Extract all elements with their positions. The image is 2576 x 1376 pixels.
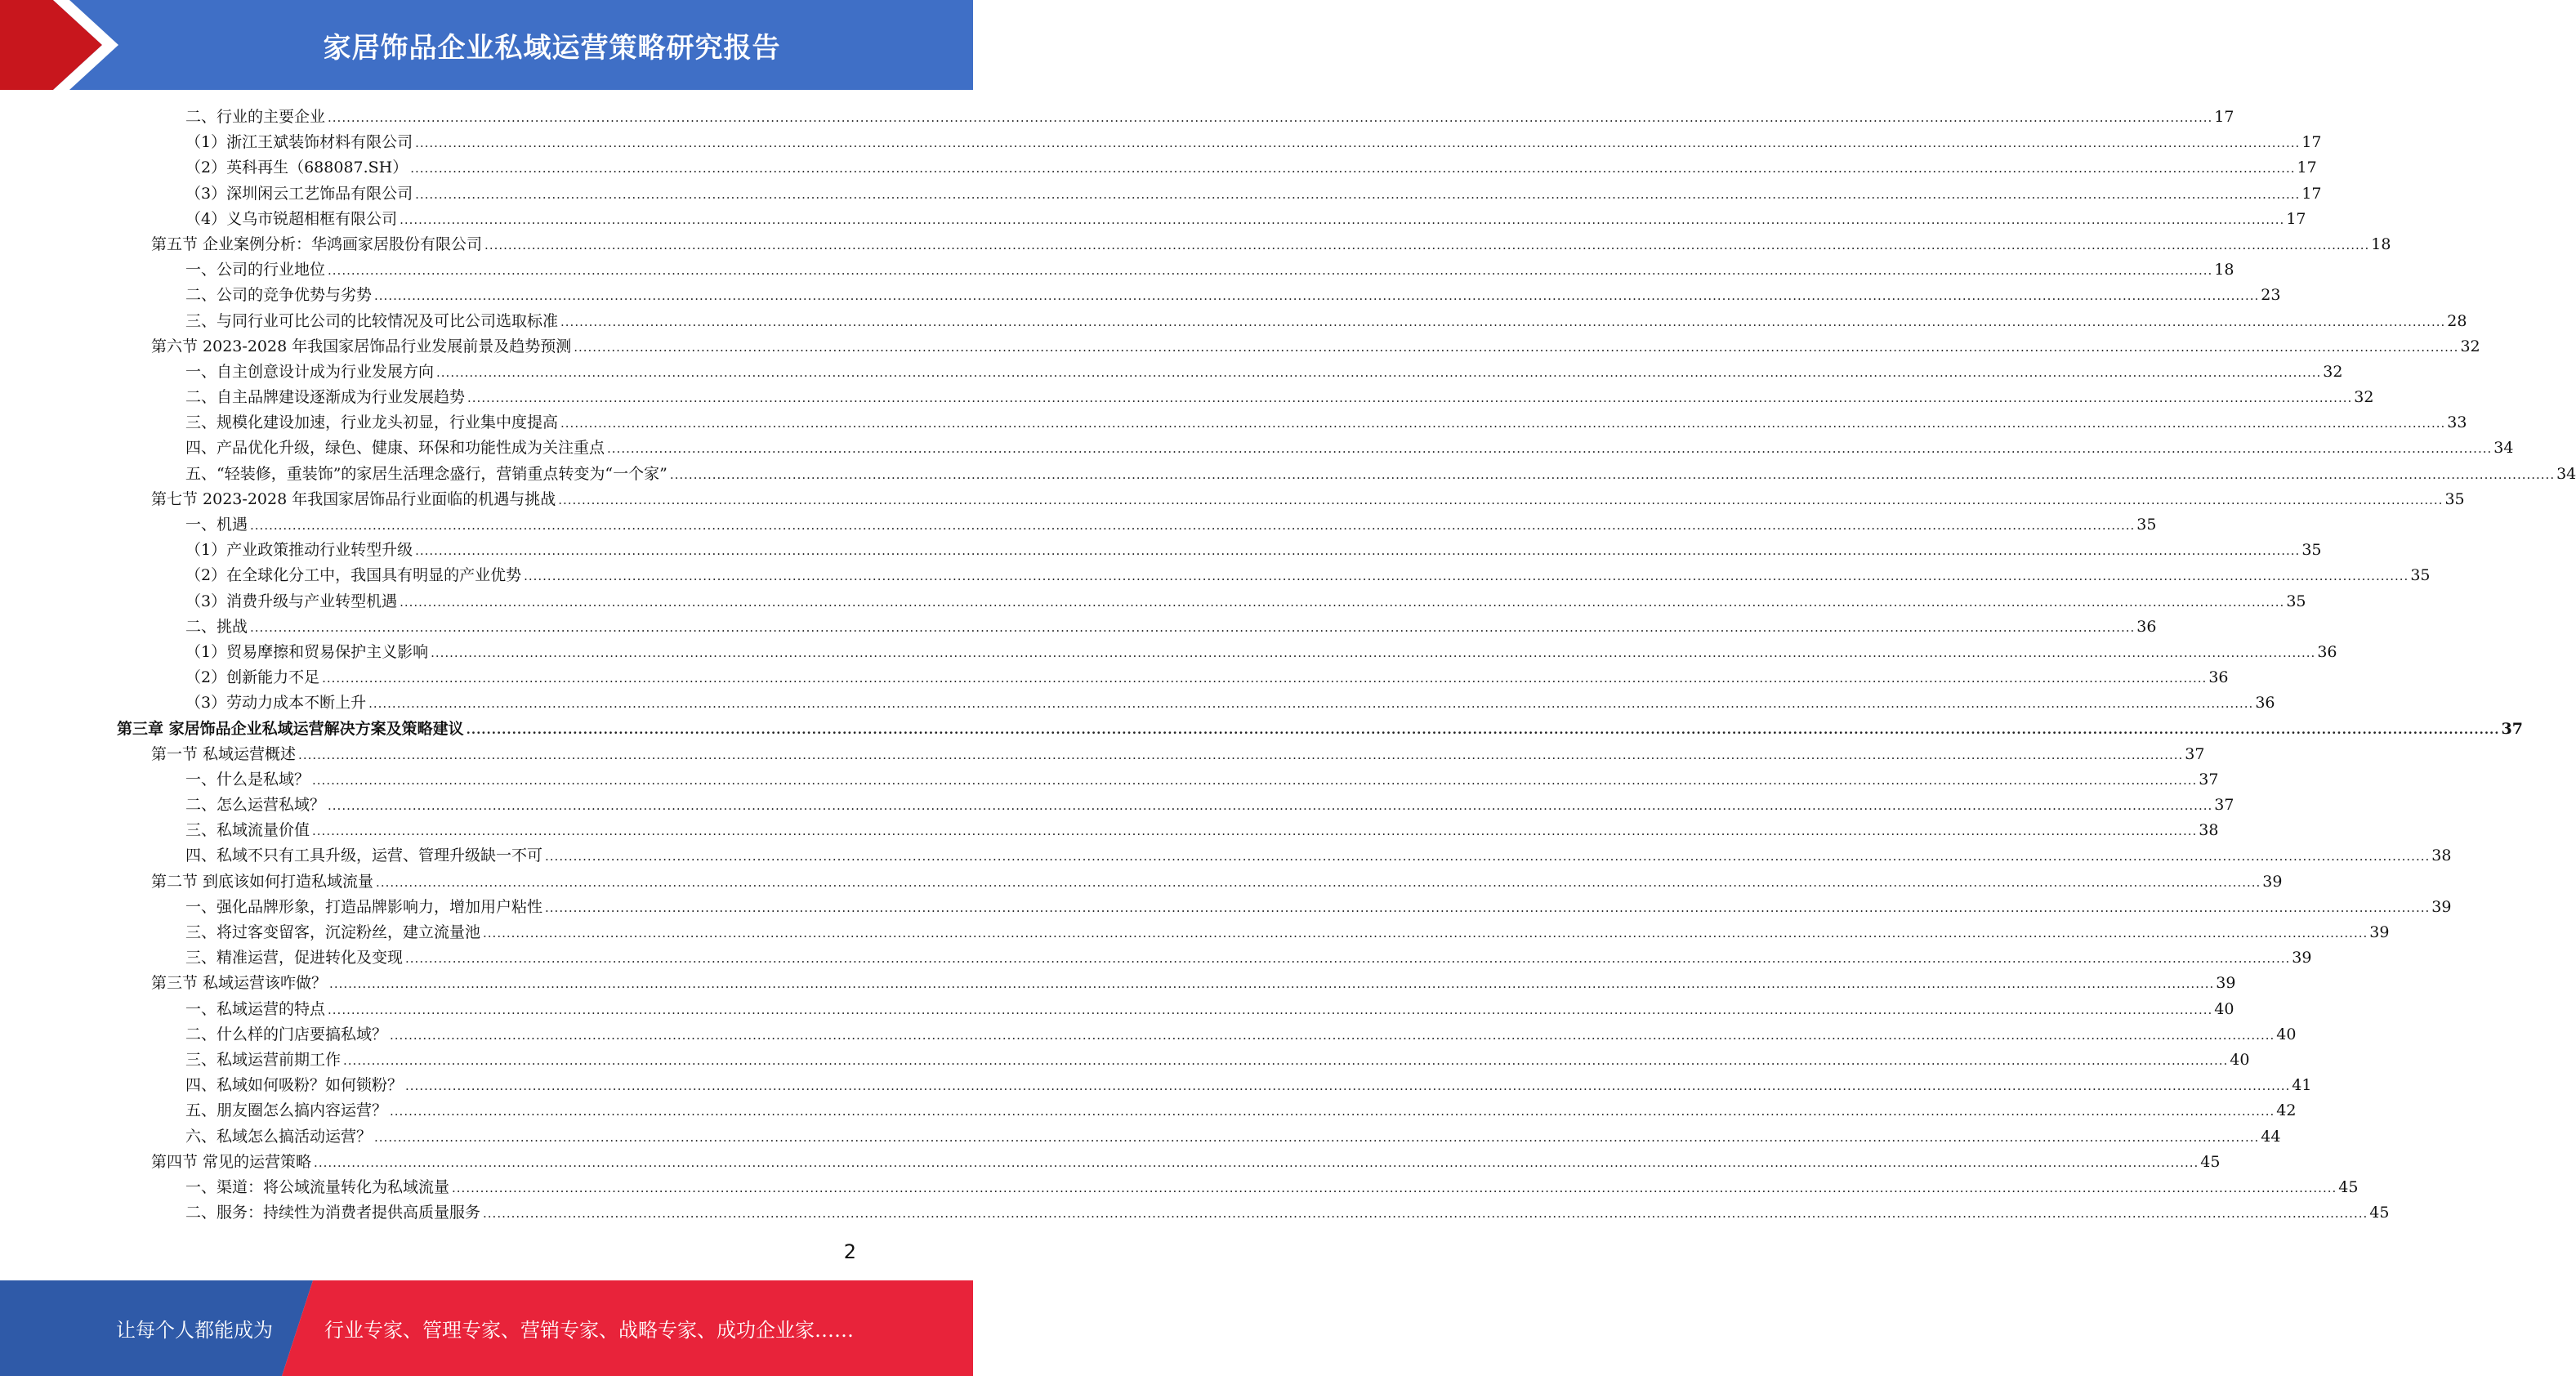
toc-leader-dots: ................................................................................................................................................................................................................................................................................................................................................................................................................	[314, 1155, 2199, 1170]
toc-entry-page: 45	[2369, 1204, 2390, 1222]
toc-entry-title: 二、挑战	[185, 617, 248, 636]
toc-leader-dots: ................................................................................................................................................................................................................................................................................................................................................................................................................	[545, 849, 2431, 864]
table-of-contents	[0, 105, 2576, 1226]
report-title: 家居饰品企业私域运营策略研究报告	[323, 31, 781, 65]
toc-entry[interactable]	[0, 436, 2514, 461]
toc-leader-dots: ................................................................................................................................................................................................................................................................................................................................................................................................................	[452, 1180, 2337, 1195]
toc-entry[interactable]	[0, 283, 2281, 308]
toc-entry[interactable]	[0, 1124, 2281, 1150]
toc-entry-page: 33	[2447, 413, 2467, 432]
toc-entry-page: 45	[2338, 1177, 2359, 1196]
toc-leader-dots: ................................................................................................................................................................................................................................................................................................................................................................................................................	[669, 467, 2556, 482]
toc-leader-dots: ................................................................................................................................................................................................................................................................................................................................................................................................................	[390, 1104, 2275, 1119]
toc-entry-title: （3）深圳闲云工艺饰品有限公司	[185, 184, 413, 203]
toc-leader-dots: ................................................................................................................................................................................................................................................................................................................................................................................................................	[560, 314, 2446, 329]
toc-entry-title: 四、私域不只有工具升级，运营、管理升级缺一不可	[185, 847, 543, 865]
toc-leader-dots: ................................................................................................................................................................................................................................................................................................................................................................................................................	[436, 364, 2322, 380]
toc-leader-dots: ................................................................................................................................................................................................................................................................................................................................................................................................................	[374, 1129, 2260, 1145]
toc-entry[interactable]	[0, 512, 2157, 538]
toc-leader-dots: ................................................................................................................................................................................................................................................................................................................................................................................................................	[467, 391, 2353, 406]
toc-entry[interactable]	[0, 257, 2234, 283]
toc-entry[interactable]	[0, 462, 2576, 487]
toc-entry-title: 三、规模化建设加速，行业龙头初显，行业集中度提高	[185, 413, 559, 432]
toc-entry-page: 18	[2371, 235, 2391, 253]
toc-entry-page: 35	[2136, 516, 2157, 534]
toc-entry[interactable]	[0, 1073, 2312, 1098]
toc-entry-page: 45	[2200, 1152, 2221, 1171]
toc-leader-dots: ................................................................................................................................................................................................................................................................................................................................................................................................................	[415, 186, 2301, 202]
toc-entry-title: 第五节 企业案例分析：华鸿画家居股份有限公司	[151, 235, 483, 253]
toc-leader-dots: ................................................................................................................................................................................................................................................................................................................................................................................................................	[466, 722, 2500, 737]
toc-entry-page: 34	[2493, 439, 2514, 458]
toc-entry[interactable]	[0, 895, 2452, 920]
toc-leader-dots: ................................................................................................................................................................................................................................................................................................................................................................................................................	[250, 518, 2136, 533]
toc-entry-page: 35	[2286, 592, 2306, 610]
toc-leader-dots: ................................................................................................................................................................................................................................................................................................................................................................................................................	[483, 926, 2368, 940]
toc-entry-title: （2）在全球化分工中，我国具有明显的产业优势	[185, 566, 522, 585]
toc-leader-dots: ................................................................................................................................................................................................................................................................................................................................................................................................................	[410, 161, 2296, 176]
toc-entry-title: （2）创新能力不足	[185, 668, 320, 687]
toc-leader-dots: ................................................................................................................................................................................................................................................................................................................................................................................................................	[322, 671, 2208, 686]
toc-entry-page: 38	[2431, 847, 2452, 865]
toc-entry-page: 40	[2230, 1050, 2250, 1069]
toc-leader-dots: ................................................................................................................................................................................................................................................................................................................................................................................................................	[376, 874, 2261, 890]
toc-entry[interactable]	[0, 690, 2275, 716]
toc-entry-title: 一、自主创意设计成为行业发展方向	[185, 362, 435, 381]
toc-entry-title: 六、私域怎么搞活动运营？	[185, 1127, 373, 1146]
toc-entry-title: 三、将过客变留客，沉淀粉丝，建立流量池	[185, 923, 481, 941]
toc-leader-dots: ................................................................................................................................................................................................................................................................................................................................................................................................................	[405, 951, 2291, 967]
toc-entry-title: 第六节 2023-2028 年我国家居饰品行业发展前景及趋势预测	[151, 337, 572, 355]
toc-entry-title: 一、公司的行业地位	[185, 261, 326, 279]
toc-leader-dots: ................................................................................................................................................................................................................................................................................................................................................................................................................	[524, 569, 2409, 584]
toc-entry[interactable]	[0, 793, 2234, 818]
toc-leader-dots: ................................................................................................................................................................................................................................................................................................................................................................................................................	[558, 492, 2444, 507]
toc-entry[interactable]	[0, 971, 2236, 996]
toc-entry[interactable]	[0, 767, 2219, 793]
toc-entry[interactable]	[0, 181, 2322, 207]
toc-leader-dots: ................................................................................................................................................................................................................................................................................................................................................................................................................	[400, 212, 2285, 227]
toc-entry-title: 三、与同行业可比公司的比较情况及可比公司选取标准	[185, 311, 559, 330]
toc-entry[interactable]	[0, 334, 2480, 360]
toc-entry-page: 17	[2301, 133, 2322, 152]
toc-entry[interactable]	[0, 487, 2465, 512]
footer-slogan-left: 让每个人都能成为	[116, 1319, 273, 1342]
toc-entry-page: 36	[2208, 668, 2229, 687]
toc-entry-page: 44	[2261, 1127, 2281, 1146]
toc-entry[interactable]	[0, 869, 2283, 895]
toc-leader-dots: ................................................................................................................................................................................................................................................................................................................................................................................................................	[545, 900, 2431, 915]
toc-entry-title: （3）劳动力成本不断上升	[185, 694, 367, 713]
toc-entry-title: 五、“轻装修，重装饰”的家居生活理念盛行，营销重点转变为“一个家”	[185, 464, 667, 483]
toc-entry-page: 39	[2431, 897, 2452, 916]
toc-entry-page: 28	[2447, 311, 2467, 330]
toc-entry[interactable]	[0, 589, 2306, 614]
toc-leader-dots: ................................................................................................................................................................................................................................................................................................................................................................................................................	[312, 772, 2198, 788]
toc-entry-title: 第一节 私域运营概述	[151, 744, 297, 763]
toc-entry-title: 一、私域运营的特点	[185, 999, 326, 1018]
toc-entry-title: 三、私域流量价值	[185, 821, 310, 840]
toc-entry[interactable]	[0, 1175, 2359, 1200]
toc-entry[interactable]	[0, 818, 2219, 843]
toc-entry-page: 42	[2276, 1101, 2297, 1120]
toc-entry[interactable]	[0, 410, 2467, 436]
toc-entry-title: （1）浙江王斌装饰材料有限公司	[185, 133, 413, 152]
toc-entry-page: 32	[2323, 362, 2343, 381]
toc-leader-dots: ................................................................................................................................................................................................................................................................................................................................................................................................................	[415, 543, 2301, 559]
toc-entry-page: 40	[2214, 999, 2234, 1018]
toc-entry-title: 二、公司的竞争优势与劣势	[185, 286, 373, 305]
toc-entry-page: 40	[2276, 1025, 2297, 1043]
toc-entry-title: 二、怎么运营私域？	[185, 796, 326, 815]
toc-leader-dots: ................................................................................................................................................................................................................................................................................................................................................................................................................	[431, 645, 2316, 660]
toc-entry-page: 37	[2214, 796, 2234, 815]
toc-entry-page: 35	[2410, 566, 2431, 585]
toc-entry-title: 四、产品优化升级，绿色、健康、环保和功能性成为关注重点	[185, 439, 605, 458]
toc-entry-title: 第二节 到底该如何打造私域流量	[151, 872, 374, 891]
toc-entry[interactable]	[0, 155, 2317, 181]
toc-entry[interactable]	[0, 385, 2374, 410]
toc-entry-title: （1）产业政策推动行业转型升级	[185, 541, 413, 560]
toc-entry-title: （2）英科再生（688087.SH）	[185, 159, 408, 177]
toc-entry[interactable]	[0, 309, 2467, 334]
toc-entry[interactable]	[0, 130, 2322, 155]
page-number: 2	[843, 1240, 856, 1263]
toc-entry[interactable]	[0, 1022, 2297, 1048]
toc-leader-dots: ................................................................................................................................................................................................................................................................................................................................................................................................................	[405, 1079, 2291, 1094]
toc-entry-page: 36	[2317, 642, 2337, 661]
toc-entry-page: 41	[2292, 1076, 2312, 1095]
toc-entry-title: （1）贸易摩擦和贸易保护主义影响	[185, 642, 429, 661]
toc-leader-dots: ................................................................................................................................................................................................................................................................................................................................................................................................................	[328, 263, 2213, 279]
toc-entry[interactable]	[0, 563, 2431, 588]
toc-leader-dots: ................................................................................................................................................................................................................................................................................................................................................................................................................	[328, 1002, 2213, 1017]
toc-leader-dots: ................................................................................................................................................................................................................................................................................................................................................................................................................	[560, 416, 2446, 431]
toc-entry[interactable]	[0, 207, 2306, 232]
page-header	[0, 0, 973, 90]
toc-entry[interactable]	[0, 997, 2234, 1022]
toc-entry-title: 第三节 私域运营该咋做？	[151, 974, 328, 993]
toc-entry-title: 一、什么是私域？	[185, 770, 310, 789]
toc-entry-title: 二、什么样的门店要搞私域？	[185, 1025, 388, 1043]
toc-entry-title: 四、私域如何吸粉？如何锁粉？	[185, 1076, 404, 1095]
toc-leader-dots: ................................................................................................................................................................................................................................................................................................................................................................................................................	[328, 798, 2213, 814]
toc-entry-page: 23	[2261, 286, 2281, 305]
toc-entry-page: 32	[2354, 388, 2374, 407]
toc-entry[interactable]	[0, 843, 2452, 869]
toc-entry-page: 17	[2214, 108, 2234, 126]
toc-entry-title: 五、朋友圈怎么搞内容运营？	[185, 1101, 388, 1120]
toc-entry-title: 三、私域运营前期工作	[185, 1050, 342, 1069]
toc-entry-page: 39	[2292, 949, 2312, 967]
toc-entry[interactable]	[0, 945, 2312, 971]
toc-entry[interactable]	[0, 232, 2391, 257]
toc-entry-title: 第三章 家居饰品企业私域运营解决方案及策略建议	[117, 719, 464, 738]
toc-entry-title: 二、服务：持续性为消费者提供高质量服务	[185, 1204, 481, 1222]
toc-entry-page: 36	[2255, 694, 2275, 713]
toc-entry[interactable]	[0, 360, 2343, 385]
toc-entry-page: 17	[2301, 184, 2322, 203]
toc-entry-page: 34	[2556, 464, 2576, 483]
toc-entry-page: 17	[2297, 159, 2317, 177]
toc-entry[interactable]	[0, 1048, 2250, 1073]
toc-entry[interactable]	[0, 742, 2205, 767]
toc-entry-page: 35	[2301, 541, 2322, 560]
toc-entry[interactable]	[0, 717, 2523, 742]
toc-leader-dots: ................................................................................................................................................................................................................................................................................................................................................................................................................	[312, 824, 2198, 839]
toc-leader-dots: ................................................................................................................................................................................................................................................................................................................................................................................................................	[250, 619, 2136, 635]
toc-leader-dots: ................................................................................................................................................................................................................................................................................................................................................................................................................	[298, 747, 2184, 762]
toc-entry[interactable]	[0, 665, 2229, 690]
toc-entry-page: 32	[2460, 337, 2480, 355]
toc-leader-dots: ................................................................................................................................................................................................................................................................................................................................................................................................................	[574, 339, 2459, 355]
toc-leader-dots: ................................................................................................................................................................................................................................................................................................................................................................................................................	[390, 1027, 2275, 1043]
toc-entry-page: 39	[2262, 872, 2283, 891]
toc-leader-dots: ................................................................................................................................................................................................................................................................................................................................................................................................................	[607, 441, 2493, 457]
toc-entry-page: 35	[2444, 489, 2465, 508]
toc-entry-page: 39	[2216, 974, 2236, 993]
toc-entry-title: 一、机遇	[185, 516, 248, 534]
toc-entry-page: 38	[2199, 821, 2219, 840]
toc-entry-page: 39	[2369, 923, 2390, 941]
toc-entry-title: 一、渠道：将公域流量转化为私域流量	[185, 1177, 450, 1196]
toc-entry[interactable]	[0, 920, 2390, 945]
toc-entry-page: 17	[2286, 209, 2306, 228]
toc-entry-title: 一、强化品牌形象，打造品牌影响力，增加用户粘性	[185, 897, 543, 916]
toc-entry-title: 第四节 常见的运营策略	[151, 1152, 312, 1171]
toc-entry-page: 18	[2214, 261, 2234, 279]
toc-leader-dots: ................................................................................................................................................................................................................................................................................................................................................................................................................	[484, 237, 2370, 252]
toc-entry-page: 36	[2136, 617, 2157, 636]
toc-leader-dots: ................................................................................................................................................................................................................................................................................................................................................................................................................	[400, 594, 2285, 610]
toc-leader-dots: ................................................................................................................................................................................................................................................................................................................................................................................................................	[374, 288, 2260, 304]
toc-entry-title: （4）义乌市锐超相框有限公司	[185, 209, 398, 228]
toc-entry-title: 二、行业的主要企业	[185, 108, 326, 126]
footer-slogan-right: 行业专家、管理专家、营销专家、战略专家、成功企业家……	[324, 1319, 854, 1342]
toc-entry[interactable]	[0, 538, 2322, 563]
toc-leader-dots: ................................................................................................................................................................................................................................................................................................................................................................................................................	[483, 1206, 2368, 1222]
toc-entry-title: 第七节 2023-2028 年我国家居饰品行业面临的机遇与挑战	[151, 489, 556, 508]
toc-leader-dots: ................................................................................................................................................................................................................................................................................................................................................................................................................	[343, 1052, 2229, 1068]
toc-entry[interactable]	[0, 105, 2234, 130]
toc-entry-page: 37	[2199, 770, 2219, 789]
toc-leader-dots: ................................................................................................................................................................................................................................................................................................................................................................................................................	[329, 976, 2215, 992]
toc-entry-title: （3）消费升级与产业转型机遇	[185, 592, 398, 610]
page-footer	[0, 1280, 973, 1376]
toc-leader-dots: ................................................................................................................................................................................................................................................................................................................................................................................................................	[368, 696, 2254, 712]
toc-entry[interactable]	[0, 614, 2157, 640]
toc-entry-title: 三、精准运营，促进转化及变现	[185, 949, 404, 967]
toc-leader-dots: ................................................................................................................................................................................................................................................................................................................................................................................................................	[415, 136, 2301, 151]
toc-entry-title: 二、自主品牌建设逐渐成为行业发展趋势	[185, 388, 466, 407]
toc-entry[interactable]	[0, 1150, 2221, 1175]
toc-entry-page: 37	[2501, 719, 2523, 738]
toc-leader-dots: ................................................................................................................................................................................................................................................................................................................................................................................................................	[328, 110, 2213, 125]
toc-entry[interactable]	[0, 640, 2337, 665]
toc-entry-page: 37	[2185, 744, 2205, 763]
toc-entry[interactable]	[0, 1098, 2297, 1124]
toc-entry[interactable]	[0, 1200, 2390, 1226]
